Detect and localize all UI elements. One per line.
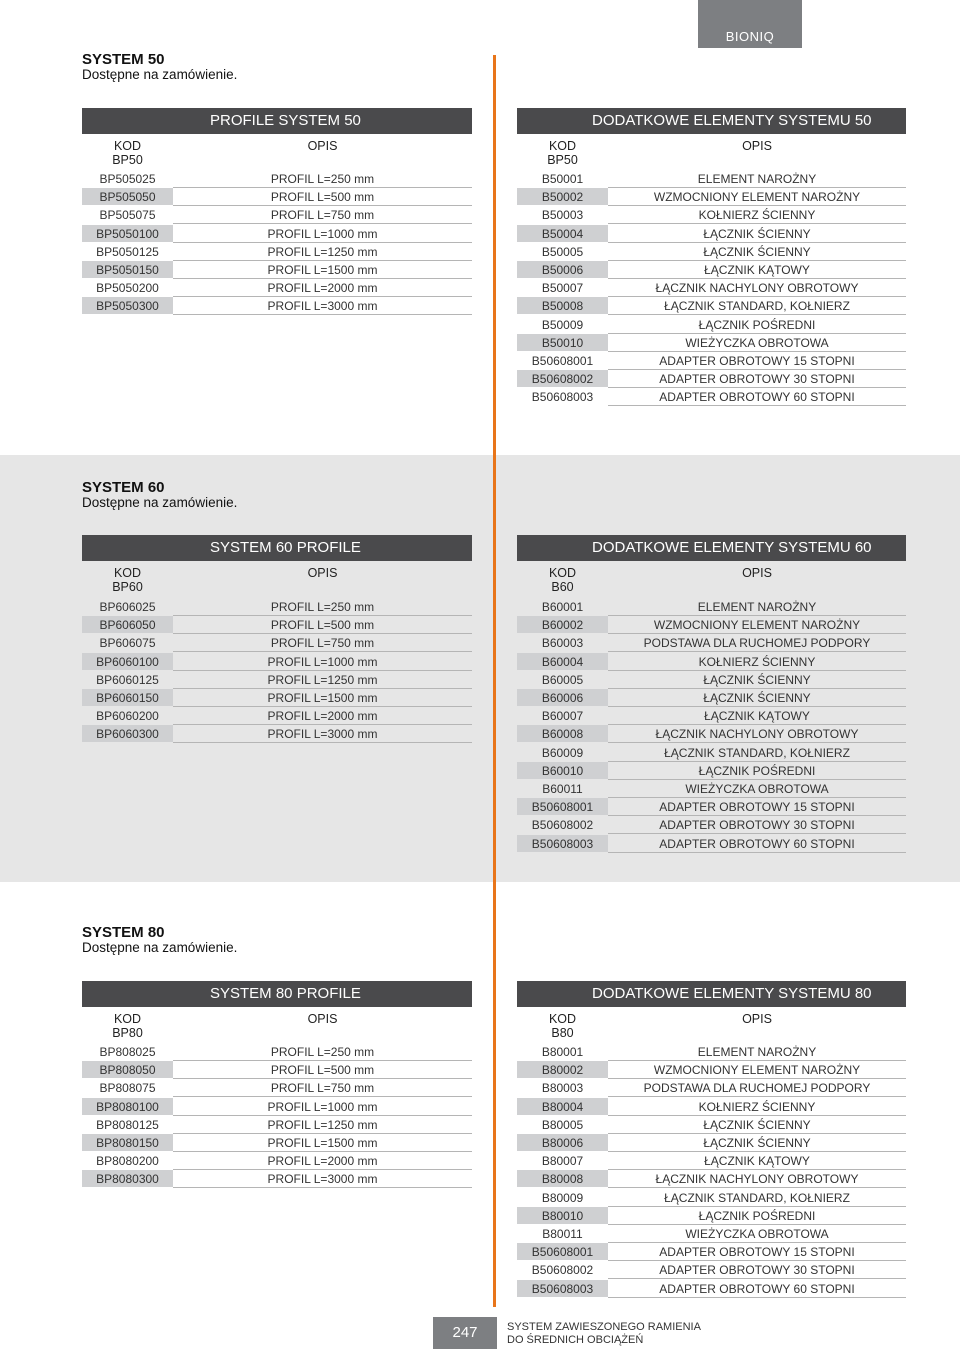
footer-line: SYSTEM ZAWIESZONEGO RAMIENIA — [507, 1321, 701, 1333]
cell-opis: ŁĄCZNIK STANDARD, KOŁNIERZ — [608, 1189, 906, 1207]
cell-opis: PROFIL L=1250 mm — [173, 243, 472, 261]
table-row — [82, 225, 472, 243]
cell-kod: B80006 — [517, 1134, 608, 1151]
cell-kod: BP8080125 — [96, 1117, 159, 1132]
table-row — [517, 1043, 906, 1061]
cell-kod: B50608003 — [517, 835, 608, 852]
table-row — [82, 206, 472, 224]
cell-kod: B50608001 — [531, 354, 594, 368]
cell-kod: B60010 — [517, 762, 608, 779]
cell-kod: B50005 — [541, 244, 584, 259]
cell-kod: BP8080300 — [82, 1170, 173, 1187]
cell-kod: BP5050200 — [96, 281, 159, 296]
brand-label: BIONIQ — [725, 29, 775, 44]
cell-kod: BP8080150 — [82, 1134, 173, 1151]
cell-kod: B50010 — [517, 334, 608, 351]
cell-opis: PROFIL L=1500 mm — [173, 689, 472, 707]
column-header-line: B60 — [551, 580, 574, 594]
table-row — [517, 1170, 906, 1188]
cell-kod: B60004 — [517, 653, 608, 670]
table-header-title: SYSTEM 60 PROFILE — [210, 539, 361, 556]
table-row — [517, 598, 906, 616]
cell-opis: WZMOCNIONY ELEMENT NAROŻNY — [608, 188, 906, 206]
cell-opis: PROFIL L=1000 mm — [173, 1098, 472, 1116]
cell-opis: ADAPTER OBROTOWY 60 STOPNI — [608, 388, 906, 406]
table-row — [82, 1061, 472, 1079]
table-row — [82, 243, 472, 261]
cell-kod: BP808075 — [99, 1081, 156, 1096]
cell-kod: B80011 — [542, 1227, 583, 1241]
table-row — [517, 653, 906, 671]
table-header — [82, 981, 472, 1007]
cell-kod: B60003 — [541, 636, 584, 651]
table-row — [517, 707, 906, 725]
table-row — [517, 206, 906, 224]
column-header-kod — [517, 139, 608, 167]
cell-kod: B50608003 — [531, 390, 594, 405]
table-row — [517, 835, 906, 853]
cell-kod: B60002 — [517, 616, 608, 633]
table-row — [82, 598, 472, 616]
cell-opis: PROFIL L=1000 mm — [173, 653, 472, 671]
cell-kod: BP606025 — [99, 600, 156, 614]
table-row — [517, 243, 906, 261]
cell-kod: B80003 — [541, 1081, 584, 1096]
cell-opis: PROFIL L=3000 mm — [173, 1170, 472, 1188]
cell-kod: B60007 — [541, 709, 584, 724]
column-header-line: KOD — [548, 566, 577, 580]
cell-opis: PROFIL L=750 mm — [173, 1079, 472, 1097]
cell-opis: PODSTAWA DLA RUCHOMEJ PODPORY — [608, 1079, 906, 1097]
cell-opis: PROFIL L=1250 mm — [173, 1116, 472, 1134]
table-row — [517, 1280, 906, 1298]
cell-kod: BP505050 — [82, 188, 173, 205]
profiles-table — [82, 535, 472, 748]
table-row — [82, 1152, 472, 1170]
table-row — [517, 1098, 906, 1116]
cell-opis: PROFIL L=2000 mm — [173, 279, 472, 297]
extras-table — [517, 108, 906, 411]
section-subtitle: Dostępne na zamówienie. — [82, 495, 238, 510]
cell-opis: PROFIL L=750 mm — [173, 206, 472, 224]
extras-table — [517, 981, 906, 1302]
table-row — [517, 671, 906, 689]
table-row — [517, 279, 906, 297]
cell-opis: ŁĄCZNIK NACHYLONY OBROTOWY — [608, 1170, 906, 1188]
cell-kod: BP6060125 — [96, 672, 159, 687]
table-row — [82, 188, 472, 206]
column-header-line: BP60 — [112, 580, 143, 594]
cell-kod: BP808050 — [82, 1061, 173, 1078]
column-header-line: BP50 — [112, 153, 143, 167]
table-row — [82, 1079, 472, 1097]
cell-kod: B50003 — [541, 208, 584, 223]
cell-opis: PROFIL L=250 mm — [173, 1043, 472, 1061]
table-header — [82, 108, 472, 134]
table-header-title: DODATKOWE ELEMENTY SYSTEMU 60 — [592, 539, 872, 556]
cell-opis: ŁĄCZNIK KĄTOWY — [608, 707, 906, 725]
table-row — [82, 1116, 472, 1134]
table-row — [82, 634, 472, 652]
table-row — [517, 1261, 906, 1279]
cell-kod: B50002 — [517, 188, 608, 205]
cell-kod: B80010 — [517, 1207, 608, 1224]
orange-divider — [493, 455, 496, 882]
cell-opis: PROFIL L=1250 mm — [173, 671, 472, 689]
table-row — [517, 1116, 906, 1134]
cell-opis: WZMOCNIONY ELEMENT NAROŻNY — [608, 616, 906, 634]
table-row — [517, 1152, 906, 1170]
section-title: SYSTEM 50 — [82, 51, 165, 68]
table-row — [517, 689, 906, 707]
column-header-kod — [82, 1012, 173, 1040]
cell-kod: B60005 — [541, 672, 584, 687]
cell-opis: ADAPTER OBROTOWY 30 STOPNI — [608, 370, 906, 388]
table-row — [82, 671, 472, 689]
table-row — [82, 707, 472, 725]
cell-kod: BP6060100 — [82, 653, 173, 670]
cell-opis: ŁĄCZNIK NACHYLONY OBROTOWY — [608, 725, 906, 743]
cell-opis: PROFIL L=500 mm — [173, 1061, 472, 1079]
cell-opis: ŁĄCZNIK STANDARD, KOŁNIERZ — [608, 744, 906, 762]
section-subtitle: Dostępne na zamówienie. — [82, 940, 238, 955]
cell-opis: ADAPTER OBROTOWY 15 STOPNI — [608, 798, 906, 816]
table-row — [82, 689, 472, 707]
column-header-kod — [82, 566, 173, 594]
column-header-line: BP50 — [547, 153, 578, 167]
table-row — [82, 170, 472, 188]
column-header-opis: OPIS — [742, 1012, 772, 1026]
column-header-opis: OPIS — [307, 566, 338, 580]
column-header-line: KOD — [548, 1012, 577, 1026]
table-header — [517, 535, 906, 561]
table-header — [517, 108, 906, 134]
table-row — [517, 1061, 906, 1079]
column-header-line: KOD — [113, 566, 142, 580]
table-row — [82, 279, 472, 297]
cell-kod: B50007 — [541, 281, 584, 296]
orange-divider — [493, 882, 496, 1307]
table-row — [517, 1243, 906, 1261]
column-header-opis: OPIS — [742, 566, 772, 580]
cell-opis: ŁĄCZNIK ŚCIENNY — [608, 243, 906, 261]
cell-opis: ELEMENT NAROŻNY — [608, 170, 906, 188]
table-row — [517, 316, 906, 334]
cell-opis: ŁĄCZNIK POŚREDNI — [608, 1207, 906, 1225]
footer-line: DO ŚREDNICH OBCIĄŻEŃ — [507, 1334, 644, 1346]
cell-kod: BP5050150 — [82, 261, 173, 278]
cell-opis: PROFIL L=2000 mm — [173, 1152, 472, 1170]
cell-kod: B80005 — [541, 1117, 584, 1132]
orange-divider — [493, 55, 496, 455]
cell-kod: B60006 — [517, 689, 608, 706]
cell-kod: B60001 — [541, 600, 584, 614]
table-row — [517, 616, 906, 634]
table-row — [517, 634, 906, 652]
table-row — [82, 1170, 472, 1188]
cell-kod: BP8080200 — [96, 1154, 159, 1169]
table-row — [517, 388, 906, 406]
table-row — [517, 780, 906, 798]
cell-opis: ADAPTER OBROTOWY 60 STOPNI — [608, 835, 906, 853]
cell-kod: BP606075 — [99, 636, 156, 651]
table-row — [517, 744, 906, 762]
cell-opis: ADAPTER OBROTOWY 30 STOPNI — [608, 816, 906, 834]
table-row — [517, 370, 906, 388]
cell-kod: BP6060300 — [82, 725, 173, 742]
cell-opis: PROFIL L=750 mm — [173, 634, 472, 652]
column-header-opis: OPIS — [307, 1012, 338, 1026]
cell-opis: ŁĄCZNIK ŚCIENNY — [608, 1134, 906, 1152]
cell-opis: ADAPTER OBROTOWY 60 STOPNI — [608, 1280, 906, 1298]
table-row — [82, 297, 472, 315]
cell-kod: B50608003 — [517, 1280, 608, 1297]
table-row — [82, 616, 472, 634]
table-row — [517, 352, 906, 370]
cell-kod: BP606050 — [82, 616, 173, 633]
cell-opis: WIEŻYCZKA OBROTOWA — [608, 1225, 906, 1243]
cell-kod: BP5050125 — [96, 244, 159, 259]
cell-kod: B50608002 — [531, 818, 594, 833]
cell-opis: KOŁNIERZ ŚCIENNY — [608, 1098, 906, 1116]
cell-kod: BP505075 — [99, 208, 156, 223]
cell-opis: PROFIL L=250 mm — [173, 598, 472, 616]
profiles-table — [82, 108, 472, 320]
cell-opis: PODSTAWA DLA RUCHOMEJ PODPORY — [608, 634, 906, 652]
cell-kod: B50006 — [517, 261, 608, 278]
cell-opis: ADAPTER OBROTOWY 30 STOPNI — [608, 1261, 906, 1279]
table-row — [82, 1043, 472, 1061]
cell-kod: BP5050100 — [82, 225, 173, 242]
cell-kod: B60009 — [541, 745, 584, 760]
cell-opis: PROFIL L=3000 mm — [173, 297, 472, 315]
table-header-title: DODATKOWE ELEMENTY SYSTEMU 50 — [592, 112, 872, 129]
cell-opis: PROFIL L=1500 mm — [173, 261, 472, 279]
table-row — [517, 1207, 906, 1225]
table-header — [82, 535, 472, 561]
column-header-kod — [82, 139, 173, 167]
cell-kod: BP5050300 — [82, 297, 173, 314]
profiles-table — [82, 981, 472, 1193]
cell-opis: ŁĄCZNIK KĄTOWY — [608, 1152, 906, 1170]
section-title: SYSTEM 80 — [82, 924, 165, 941]
cell-opis: PROFIL L=250 mm — [173, 170, 472, 188]
section-subtitle: Dostępne na zamówienie. — [82, 67, 238, 82]
table-row — [517, 725, 906, 743]
cell-kod: B80007 — [541, 1154, 584, 1169]
cell-kod: B50608001 — [517, 1243, 608, 1260]
cell-opis: ADAPTER OBROTOWY 15 STOPNI — [608, 352, 906, 370]
section-title: SYSTEM 60 — [82, 479, 165, 496]
column-header-line: BP80 — [112, 1026, 143, 1040]
cell-opis: PROFIL L=3000 mm — [173, 725, 472, 743]
table-row — [517, 334, 906, 352]
cell-opis: ŁĄCZNIK POŚREDNI — [608, 762, 906, 780]
table-row — [82, 1098, 472, 1116]
table-row — [517, 1189, 906, 1207]
cell-kod: BP6060200 — [96, 709, 159, 724]
table-row — [517, 225, 906, 243]
table-row — [517, 1079, 906, 1097]
cell-kod: BP808025 — [99, 1045, 156, 1059]
cell-kod: BP8080100 — [82, 1098, 173, 1115]
cell-kod: BP505025 — [99, 172, 156, 186]
cell-kod: B80004 — [517, 1098, 608, 1115]
table-row — [517, 170, 906, 188]
cell-kod: B80002 — [517, 1061, 608, 1078]
cell-opis: ŁĄCZNIK ŚCIENNY — [608, 1116, 906, 1134]
cell-opis: ELEMENT NAROŻNY — [608, 598, 906, 616]
table-row — [517, 798, 906, 816]
cell-opis: ŁĄCZNIK ŚCIENNY — [608, 689, 906, 707]
page-number: 247 — [433, 1317, 497, 1349]
cell-opis: WIEŻYCZKA OBROTOWA — [608, 334, 906, 352]
cell-opis: PROFIL L=1000 mm — [173, 225, 472, 243]
table-row — [82, 653, 472, 671]
cell-kod: B80008 — [517, 1170, 608, 1187]
cell-opis: PROFIL L=1500 mm — [173, 1134, 472, 1152]
table-row — [517, 1225, 906, 1243]
column-header-opis: OPIS — [742, 139, 772, 153]
cell-opis: KOŁNIERZ ŚCIENNY — [608, 653, 906, 671]
table-row — [517, 1134, 906, 1152]
cell-kod: B60008 — [517, 725, 608, 742]
column-header-opis: OPIS — [307, 139, 338, 153]
cell-kod: B80009 — [541, 1190, 584, 1205]
cell-opis: ŁĄCZNIK ŚCIENNY — [608, 671, 906, 689]
footer-caption — [507, 1321, 701, 1347]
table-row — [517, 188, 906, 206]
table-header-title: PROFILE SYSTEM 50 — [210, 112, 361, 129]
brand-tab — [698, 0, 802, 48]
table-header — [517, 981, 906, 1007]
cell-opis: ELEMENT NAROŻNY — [608, 1043, 906, 1061]
cell-kod: B60011 — [542, 782, 583, 796]
table-row — [82, 261, 472, 279]
cell-opis: WIEŻYCZKA OBROTOWA — [608, 780, 906, 798]
cell-opis: PROFIL L=2000 mm — [173, 707, 472, 725]
cell-opis: PROFIL L=500 mm — [173, 616, 472, 634]
cell-kod: B50008 — [517, 297, 608, 314]
cell-opis: ŁĄCZNIK ŚCIENNY — [608, 225, 906, 243]
cell-kod: BP6060150 — [82, 689, 173, 706]
column-header-kod — [517, 566, 608, 594]
cell-kod: B50608002 — [517, 370, 608, 387]
cell-opis: KOŁNIERZ ŚCIENNY — [608, 206, 906, 224]
table-row — [517, 261, 906, 279]
cell-opis: ŁĄCZNIK KĄTOWY — [608, 261, 906, 279]
column-header-line: KOD — [113, 1012, 142, 1026]
table-row — [517, 762, 906, 780]
table-row — [517, 816, 906, 834]
cell-opis: WZMOCNIONY ELEMENT NAROŻNY — [608, 1061, 906, 1079]
cell-opis: ADAPTER OBROTOWY 15 STOPNI — [608, 1243, 906, 1261]
column-header-line: B80 — [551, 1026, 574, 1040]
column-header-line: KOD — [548, 139, 577, 153]
table-header-title: SYSTEM 80 PROFILE — [210, 985, 361, 1002]
cell-kod: B50608002 — [531, 1263, 594, 1278]
cell-kod: B50001 — [541, 172, 584, 186]
cell-kod: B50004 — [517, 225, 608, 242]
table-row — [82, 1134, 472, 1152]
table-header-title: DODATKOWE ELEMENTY SYSTEMU 80 — [592, 985, 872, 1002]
table-row — [82, 725, 472, 743]
cell-kod: B80001 — [541, 1045, 584, 1059]
cell-kod: B50009 — [541, 317, 584, 332]
table-row — [517, 297, 906, 315]
extras-table — [517, 535, 906, 857]
cell-opis: ŁĄCZNIK POŚREDNI — [608, 316, 906, 334]
column-header-line: KOD — [113, 139, 142, 153]
cell-kod: B50608001 — [517, 798, 608, 815]
cell-opis: ŁĄCZNIK NACHYLONY OBROTOWY — [608, 279, 906, 297]
cell-opis: ŁĄCZNIK STANDARD, KOŁNIERZ — [608, 297, 906, 315]
cell-opis: PROFIL L=500 mm — [173, 188, 472, 206]
column-header-kod — [517, 1012, 608, 1040]
